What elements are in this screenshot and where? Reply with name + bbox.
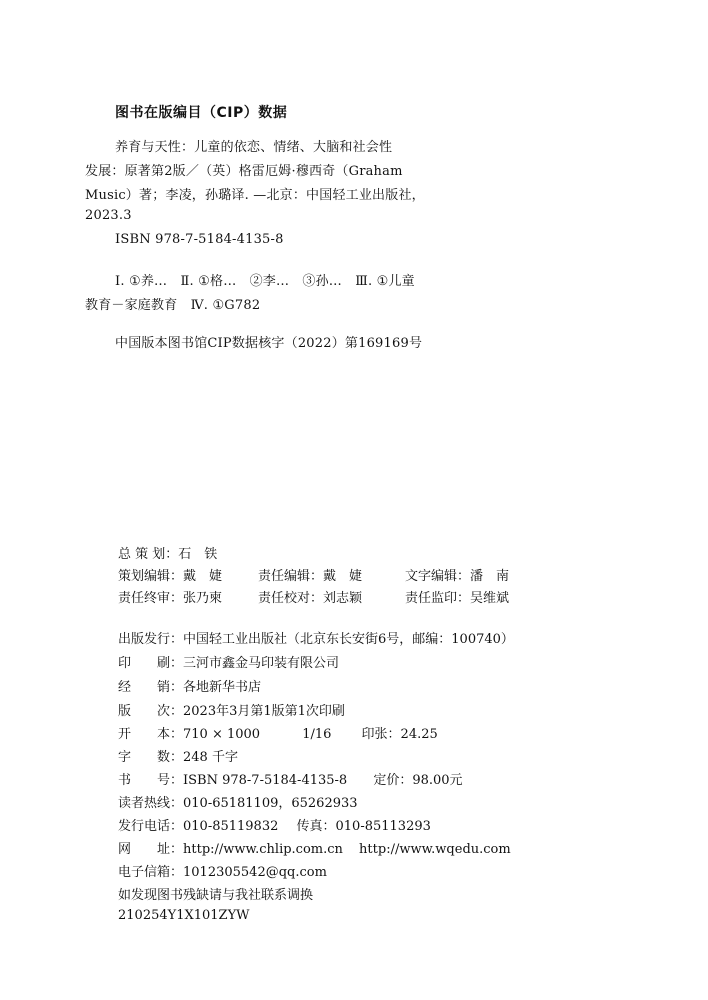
sheets: 印张：24.25	[361, 727, 438, 742]
printer-line: 印 刷：三河市鑫金马印装有限公司	[118, 656, 340, 671]
website-2: http://www.wqedu.com	[359, 842, 511, 857]
proofreader-credit: 责任校对：刘志颖	[258, 591, 363, 606]
price: 定价：98.00元	[373, 773, 463, 788]
format-fold: 1/16	[302, 727, 332, 742]
text-editor-credit: 文字编辑：潘 南	[405, 569, 510, 584]
cip-classification-2: 教育－家庭教育 Ⅳ. ①G782	[85, 298, 261, 313]
code-line: 210254Y1X101ZYW	[118, 908, 250, 923]
book-isbn: 书 号：ISBN 978-7-5184-4135-8	[118, 773, 348, 788]
publisher-line: 出版发行：中国轻工业出版社（北京东长安街6号，邮编：100740）	[118, 632, 514, 647]
hotline-line: 读者热线：010-65181109，65262933	[118, 796, 358, 811]
cip-title: 图书在版编目（CIP）数据	[115, 105, 288, 121]
fax: 传真：010-85113293	[296, 819, 431, 834]
cip-line-3: Music）著；李凌，孙璐译. —北京：中国轻工业出版社，	[85, 188, 425, 203]
word-count-line: 字 数：248 千字	[118, 750, 238, 765]
notice-line: 如发现图书残缺请与我社联系调换	[118, 888, 314, 903]
sales-phone: 发行电话：010-85119832	[118, 819, 279, 834]
phone-fax-line	[118, 815, 431, 834]
isbn-price-line	[118, 769, 463, 788]
cip-line-2: 发展：原著第2版／（英）格雷厄姆·穆西奇（Graham	[85, 164, 403, 179]
cip-classification-1: Ⅰ. ①养… Ⅱ. ①格… ②李… ③孙… Ⅲ. ①儿童	[115, 274, 415, 289]
website-1: 网 址：http://www.chlip.com.cn	[118, 842, 343, 857]
cip-isbn: ISBN 978-7-5184-4135-8	[115, 232, 284, 247]
website-line	[118, 838, 511, 857]
cip-record-number: 中国版本图书馆CIP数据核字（2022）第169169号	[115, 336, 423, 351]
format-line	[118, 723, 438, 742]
format-label: 开 本：710 × 1000	[118, 727, 261, 742]
email-line: 电子信箱：1012305542@qq.com	[118, 865, 327, 880]
edition-line: 版 次：2023年3月第1版第1次印刷	[118, 704, 345, 719]
print-supervisor-credit: 责任监印：吴维斌	[405, 591, 510, 606]
final-reviewer-credit: 责任终审：张乃柬	[118, 591, 223, 606]
responsible-editor-credit: 责任编辑：戴 婕	[258, 569, 363, 584]
cip-line-4: 2023.3	[85, 208, 132, 223]
cip-line-1: 养育与天性：儿童的依恋、情绪、大脑和社会性	[115, 140, 393, 155]
distributor-line: 经 销：各地新华书店	[118, 680, 262, 695]
planner-credit: 总 策 划：石 铁	[118, 547, 218, 562]
planning-editor-credit: 策划编辑：戴 婕	[118, 569, 223, 584]
